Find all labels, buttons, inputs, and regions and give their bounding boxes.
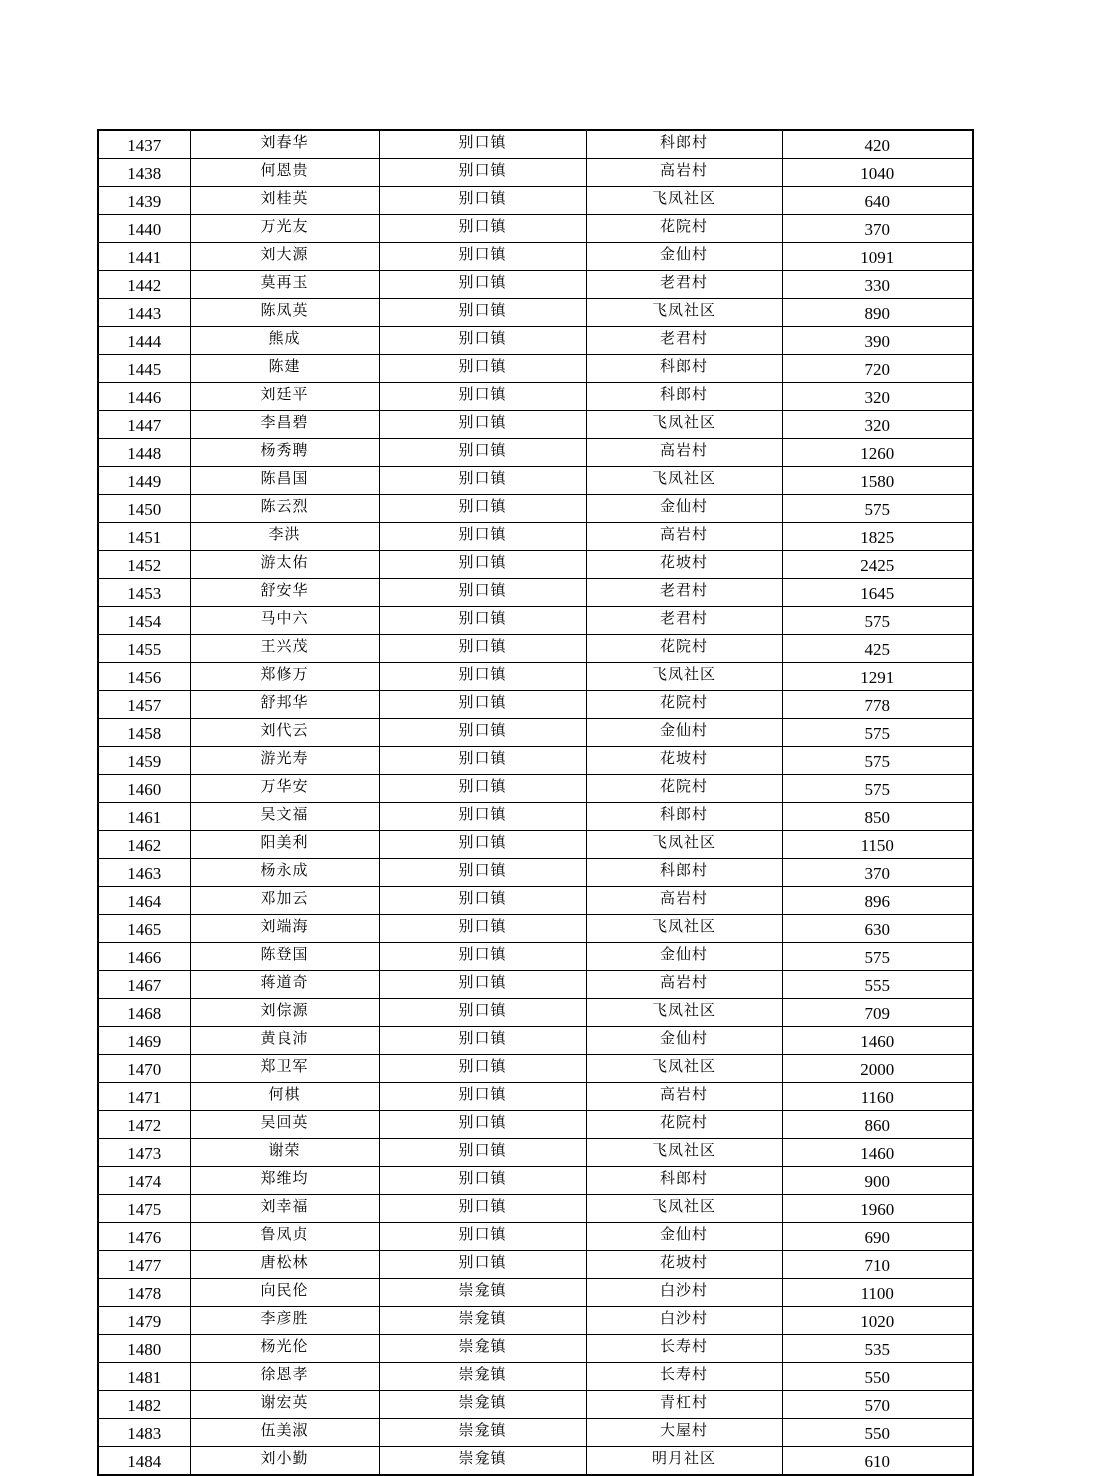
amount-cell: 320 [782, 411, 973, 439]
name-cell: 刘大源 [190, 243, 379, 271]
town-cell: 崇龛镇 [379, 1307, 586, 1335]
row-index-cell: 1474 [98, 1167, 190, 1195]
table-row [98, 1335, 973, 1363]
amount-cell: 550 [782, 1363, 973, 1391]
row-index-cell: 1466 [98, 943, 190, 971]
table-row [98, 663, 973, 691]
town-cell: 别口镇 [379, 1223, 586, 1251]
row-index-cell: 1445 [98, 355, 190, 383]
name-cell: 谢宏英 [190, 1391, 379, 1419]
village-cell: 花院村 [586, 1111, 782, 1139]
row-index-cell: 1446 [98, 383, 190, 411]
name-cell: 向民伦 [190, 1279, 379, 1307]
table-row [98, 1251, 973, 1279]
town-cell: 崇龛镇 [379, 1419, 586, 1447]
name-cell: 鲁凤贞 [190, 1223, 379, 1251]
table-row [98, 887, 973, 915]
name-cell: 李洪 [190, 523, 379, 551]
name-cell: 阳美利 [190, 831, 379, 859]
amount-cell: 370 [782, 215, 973, 243]
village-cell: 花坡村 [586, 1251, 782, 1279]
name-cell: 舒安华 [190, 579, 379, 607]
name-cell: 舒邦华 [190, 691, 379, 719]
row-index-cell: 1448 [98, 439, 190, 467]
town-cell: 别口镇 [379, 551, 586, 579]
row-index-cell: 1457 [98, 691, 190, 719]
row-index-cell: 1444 [98, 327, 190, 355]
village-cell: 长寿村 [586, 1363, 782, 1391]
name-cell: 吴回英 [190, 1111, 379, 1139]
village-cell: 白沙村 [586, 1279, 782, 1307]
amount-cell: 1960 [782, 1195, 973, 1223]
village-cell: 老君村 [586, 607, 782, 635]
row-index-cell: 1481 [98, 1363, 190, 1391]
table-row [98, 159, 973, 187]
town-cell: 别口镇 [379, 327, 586, 355]
row-index-cell: 1459 [98, 747, 190, 775]
table-row [98, 495, 973, 523]
row-index-cell: 1452 [98, 551, 190, 579]
town-cell: 别口镇 [379, 803, 586, 831]
name-cell: 游太佑 [190, 551, 379, 579]
village-cell: 科郎村 [586, 1167, 782, 1195]
row-index-cell: 1454 [98, 607, 190, 635]
village-cell: 老君村 [586, 271, 782, 299]
table-row [98, 187, 973, 215]
row-index-cell: 1443 [98, 299, 190, 327]
town-cell: 别口镇 [379, 635, 586, 663]
village-cell: 飞凤社区 [586, 1139, 782, 1167]
name-cell: 谢荣 [190, 1139, 379, 1167]
amount-cell: 778 [782, 691, 973, 719]
table-row [98, 607, 973, 635]
name-cell: 杨光伦 [190, 1335, 379, 1363]
name-cell: 郑修万 [190, 663, 379, 691]
row-index-cell: 1464 [98, 887, 190, 915]
village-cell: 飞凤社区 [586, 1055, 782, 1083]
name-cell: 刘端海 [190, 915, 379, 943]
name-cell: 刘小勤 [190, 1447, 379, 1476]
village-cell: 科郎村 [586, 130, 782, 159]
name-cell: 徐恩孝 [190, 1363, 379, 1391]
village-cell: 青杠村 [586, 1391, 782, 1419]
name-cell: 陈建 [190, 355, 379, 383]
table-row [98, 1139, 973, 1167]
row-index-cell: 1441 [98, 243, 190, 271]
town-cell: 别口镇 [379, 1027, 586, 1055]
row-index-cell: 1455 [98, 635, 190, 663]
row-index-cell: 1463 [98, 859, 190, 887]
town-cell: 别口镇 [379, 887, 586, 915]
name-cell: 陈昌国 [190, 467, 379, 495]
row-index-cell: 1477 [98, 1251, 190, 1279]
name-cell: 杨永成 [190, 859, 379, 887]
name-cell: 王兴茂 [190, 635, 379, 663]
town-cell: 别口镇 [379, 1139, 586, 1167]
amount-cell: 550 [782, 1419, 973, 1447]
town-cell: 崇龛镇 [379, 1279, 586, 1307]
amount-cell: 1020 [782, 1307, 973, 1335]
amount-cell: 575 [782, 719, 973, 747]
table-row [98, 383, 973, 411]
amount-cell: 320 [782, 383, 973, 411]
row-index-cell: 1460 [98, 775, 190, 803]
row-index-cell: 1472 [98, 1111, 190, 1139]
table-row [98, 1307, 973, 1335]
amount-cell: 1460 [782, 1139, 973, 1167]
name-cell: 郑维均 [190, 1167, 379, 1195]
name-cell: 何棋 [190, 1083, 379, 1111]
village-cell: 飞凤社区 [586, 299, 782, 327]
town-cell: 别口镇 [379, 1055, 586, 1083]
name-cell: 刘春华 [190, 130, 379, 159]
name-cell: 刘代云 [190, 719, 379, 747]
table-row [98, 130, 973, 159]
village-cell: 花院村 [586, 775, 782, 803]
row-index-cell: 1461 [98, 803, 190, 831]
village-cell: 飞凤社区 [586, 663, 782, 691]
row-index-cell: 1482 [98, 1391, 190, 1419]
village-cell: 高岩村 [586, 971, 782, 999]
table-row [98, 1111, 973, 1139]
town-cell: 别口镇 [379, 439, 586, 467]
name-cell: 陈登国 [190, 943, 379, 971]
village-cell: 金仙村 [586, 719, 782, 747]
row-index-cell: 1476 [98, 1223, 190, 1251]
amount-cell: 1260 [782, 439, 973, 467]
amount-cell: 720 [782, 355, 973, 383]
village-cell: 科郎村 [586, 859, 782, 887]
amount-cell: 420 [782, 130, 973, 159]
row-index-cell: 1478 [98, 1279, 190, 1307]
table-row [98, 1447, 973, 1476]
amount-cell: 575 [782, 607, 973, 635]
row-index-cell: 1447 [98, 411, 190, 439]
amount-cell: 1091 [782, 243, 973, 271]
table-row [98, 1195, 973, 1223]
table-row [98, 467, 973, 495]
table-row [98, 1027, 973, 1055]
name-cell: 吴文福 [190, 803, 379, 831]
village-cell: 花院村 [586, 215, 782, 243]
town-cell: 别口镇 [379, 215, 586, 243]
town-cell: 崇龛镇 [379, 1447, 586, 1476]
town-cell: 别口镇 [379, 411, 586, 439]
name-cell: 刘桂英 [190, 187, 379, 215]
table-row [98, 691, 973, 719]
name-cell: 莫再玉 [190, 271, 379, 299]
town-cell: 别口镇 [379, 719, 586, 747]
amount-cell: 710 [782, 1251, 973, 1279]
table-row [98, 579, 973, 607]
records-table [97, 129, 974, 1476]
amount-cell: 900 [782, 1167, 973, 1195]
table-row [98, 831, 973, 859]
table-row [98, 1279, 973, 1307]
town-cell: 别口镇 [379, 691, 586, 719]
amount-cell: 890 [782, 299, 973, 327]
row-index-cell: 1450 [98, 495, 190, 523]
village-cell: 金仙村 [586, 1223, 782, 1251]
village-cell: 老君村 [586, 327, 782, 355]
row-index-cell: 1437 [98, 130, 190, 159]
village-cell: 花院村 [586, 691, 782, 719]
amount-cell: 575 [782, 747, 973, 775]
row-index-cell: 1483 [98, 1419, 190, 1447]
name-cell: 万光友 [190, 215, 379, 243]
name-cell: 蒋道奇 [190, 971, 379, 999]
village-cell: 高岩村 [586, 159, 782, 187]
table-row [98, 1419, 973, 1447]
village-cell: 飞凤社区 [586, 411, 782, 439]
amount-cell: 690 [782, 1223, 973, 1251]
village-cell: 花院村 [586, 635, 782, 663]
row-index-cell: 1484 [98, 1447, 190, 1476]
amount-cell: 640 [782, 187, 973, 215]
village-cell: 花坡村 [586, 747, 782, 775]
amount-cell: 570 [782, 1391, 973, 1419]
town-cell: 别口镇 [379, 1083, 586, 1111]
town-cell: 别口镇 [379, 355, 586, 383]
village-cell: 飞凤社区 [586, 467, 782, 495]
table-row [98, 271, 973, 299]
row-index-cell: 1462 [98, 831, 190, 859]
village-cell: 长寿村 [586, 1335, 782, 1363]
table-row [98, 719, 973, 747]
row-index-cell: 1451 [98, 523, 190, 551]
village-cell: 明月社区 [586, 1447, 782, 1476]
village-cell: 科郎村 [586, 803, 782, 831]
town-cell: 别口镇 [379, 775, 586, 803]
table-row [98, 411, 973, 439]
table-row [98, 551, 973, 579]
town-cell: 别口镇 [379, 831, 586, 859]
table-row [98, 523, 973, 551]
row-index-cell: 1453 [98, 579, 190, 607]
amount-cell: 2000 [782, 1055, 973, 1083]
amount-cell: 575 [782, 495, 973, 523]
village-cell: 高岩村 [586, 887, 782, 915]
table-row [98, 1223, 973, 1251]
village-cell: 高岩村 [586, 439, 782, 467]
row-index-cell: 1458 [98, 719, 190, 747]
row-index-cell: 1438 [98, 159, 190, 187]
town-cell: 崇龛镇 [379, 1335, 586, 1363]
name-cell: 杨秀聘 [190, 439, 379, 467]
village-cell: 飞凤社区 [586, 831, 782, 859]
amount-cell: 1100 [782, 1279, 973, 1307]
row-index-cell: 1470 [98, 1055, 190, 1083]
town-cell: 别口镇 [379, 607, 586, 635]
amount-cell: 330 [782, 271, 973, 299]
name-cell: 郑卫军 [190, 1055, 379, 1083]
amount-cell: 850 [782, 803, 973, 831]
village-cell: 高岩村 [586, 1083, 782, 1111]
village-cell: 金仙村 [586, 243, 782, 271]
name-cell: 陈凤英 [190, 299, 379, 327]
amount-cell: 1460 [782, 1027, 973, 1055]
row-index-cell: 1479 [98, 1307, 190, 1335]
village-cell: 飞凤社区 [586, 1195, 782, 1223]
row-index-cell: 1475 [98, 1195, 190, 1223]
amount-cell: 1150 [782, 831, 973, 859]
table-row [98, 971, 973, 999]
town-cell: 别口镇 [379, 159, 586, 187]
town-cell: 别口镇 [379, 495, 586, 523]
town-cell: 别口镇 [379, 859, 586, 887]
table-row [98, 775, 973, 803]
town-cell: 别口镇 [379, 130, 586, 159]
amount-cell: 709 [782, 999, 973, 1027]
village-cell: 金仙村 [586, 495, 782, 523]
town-cell: 别口镇 [379, 187, 586, 215]
row-index-cell: 1449 [98, 467, 190, 495]
row-index-cell: 1467 [98, 971, 190, 999]
town-cell: 别口镇 [379, 1111, 586, 1139]
table-row [98, 635, 973, 663]
town-cell: 别口镇 [379, 971, 586, 999]
amount-cell: 610 [782, 1447, 973, 1476]
table-row [98, 1055, 973, 1083]
table-row [98, 327, 973, 355]
village-cell: 科郎村 [586, 383, 782, 411]
table-row [98, 943, 973, 971]
name-cell: 刘廷平 [190, 383, 379, 411]
town-cell: 别口镇 [379, 579, 586, 607]
table-row [98, 747, 973, 775]
amount-cell: 896 [782, 887, 973, 915]
amount-cell: 535 [782, 1335, 973, 1363]
table-row [98, 439, 973, 467]
village-cell: 花坡村 [586, 551, 782, 579]
town-cell: 别口镇 [379, 1195, 586, 1223]
row-index-cell: 1480 [98, 1335, 190, 1363]
name-cell: 黄良沛 [190, 1027, 379, 1055]
amount-cell: 860 [782, 1111, 973, 1139]
amount-cell: 370 [782, 859, 973, 887]
amount-cell: 1291 [782, 663, 973, 691]
name-cell: 唐松林 [190, 1251, 379, 1279]
town-cell: 崇龛镇 [379, 1391, 586, 1419]
amount-cell: 575 [782, 775, 973, 803]
town-cell: 别口镇 [379, 1167, 586, 1195]
amount-cell: 1825 [782, 523, 973, 551]
name-cell: 熊成 [190, 327, 379, 355]
row-index-cell: 1442 [98, 271, 190, 299]
name-cell: 刘倧源 [190, 999, 379, 1027]
village-cell: 科郎村 [586, 355, 782, 383]
village-cell: 飞凤社区 [586, 915, 782, 943]
row-index-cell: 1456 [98, 663, 190, 691]
village-cell: 飞凤社区 [586, 187, 782, 215]
name-cell: 游光寿 [190, 747, 379, 775]
town-cell: 别口镇 [379, 383, 586, 411]
amount-cell: 1645 [782, 579, 973, 607]
records-table-body [98, 130, 973, 1475]
amount-cell: 575 [782, 943, 973, 971]
amount-cell: 555 [782, 971, 973, 999]
name-cell: 何恩贵 [190, 159, 379, 187]
town-cell: 别口镇 [379, 243, 586, 271]
name-cell: 刘幸福 [190, 1195, 379, 1223]
village-cell: 老君村 [586, 579, 782, 607]
village-cell: 金仙村 [586, 1027, 782, 1055]
amount-cell: 2425 [782, 551, 973, 579]
name-cell: 万华安 [190, 775, 379, 803]
row-index-cell: 1468 [98, 999, 190, 1027]
village-cell: 飞凤社区 [586, 999, 782, 1027]
table-row [98, 803, 973, 831]
amount-cell: 390 [782, 327, 973, 355]
town-cell: 别口镇 [379, 999, 586, 1027]
table-row [98, 1363, 973, 1391]
table-row [98, 215, 973, 243]
amount-cell: 1160 [782, 1083, 973, 1111]
table-row [98, 355, 973, 383]
row-index-cell: 1469 [98, 1027, 190, 1055]
row-index-cell: 1439 [98, 187, 190, 215]
table-row [98, 999, 973, 1027]
town-cell: 别口镇 [379, 271, 586, 299]
village-cell: 金仙村 [586, 943, 782, 971]
table-row [98, 859, 973, 887]
row-index-cell: 1471 [98, 1083, 190, 1111]
table-row [98, 243, 973, 271]
village-cell: 白沙村 [586, 1307, 782, 1335]
town-cell: 别口镇 [379, 943, 586, 971]
row-index-cell: 1473 [98, 1139, 190, 1167]
row-index-cell: 1440 [98, 215, 190, 243]
table-row [98, 1167, 973, 1195]
town-cell: 别口镇 [379, 747, 586, 775]
town-cell: 别口镇 [379, 1251, 586, 1279]
town-cell: 别口镇 [379, 663, 586, 691]
name-cell: 伍美淑 [190, 1419, 379, 1447]
name-cell: 李昌碧 [190, 411, 379, 439]
amount-cell: 1040 [782, 159, 973, 187]
village-cell: 高岩村 [586, 523, 782, 551]
village-cell: 大屋村 [586, 1419, 782, 1447]
name-cell: 邓加云 [190, 887, 379, 915]
table-row [98, 1083, 973, 1111]
name-cell: 马中六 [190, 607, 379, 635]
amount-cell: 1580 [782, 467, 973, 495]
table-row [98, 915, 973, 943]
town-cell: 别口镇 [379, 915, 586, 943]
name-cell: 李彦胜 [190, 1307, 379, 1335]
amount-cell: 630 [782, 915, 973, 943]
table-row [98, 299, 973, 327]
town-cell: 别口镇 [379, 299, 586, 327]
town-cell: 别口镇 [379, 467, 586, 495]
amount-cell: 425 [782, 635, 973, 663]
town-cell: 别口镇 [379, 523, 586, 551]
name-cell: 陈云烈 [190, 495, 379, 523]
row-index-cell: 1465 [98, 915, 190, 943]
table-row [98, 1391, 973, 1419]
town-cell: 崇龛镇 [379, 1363, 586, 1391]
